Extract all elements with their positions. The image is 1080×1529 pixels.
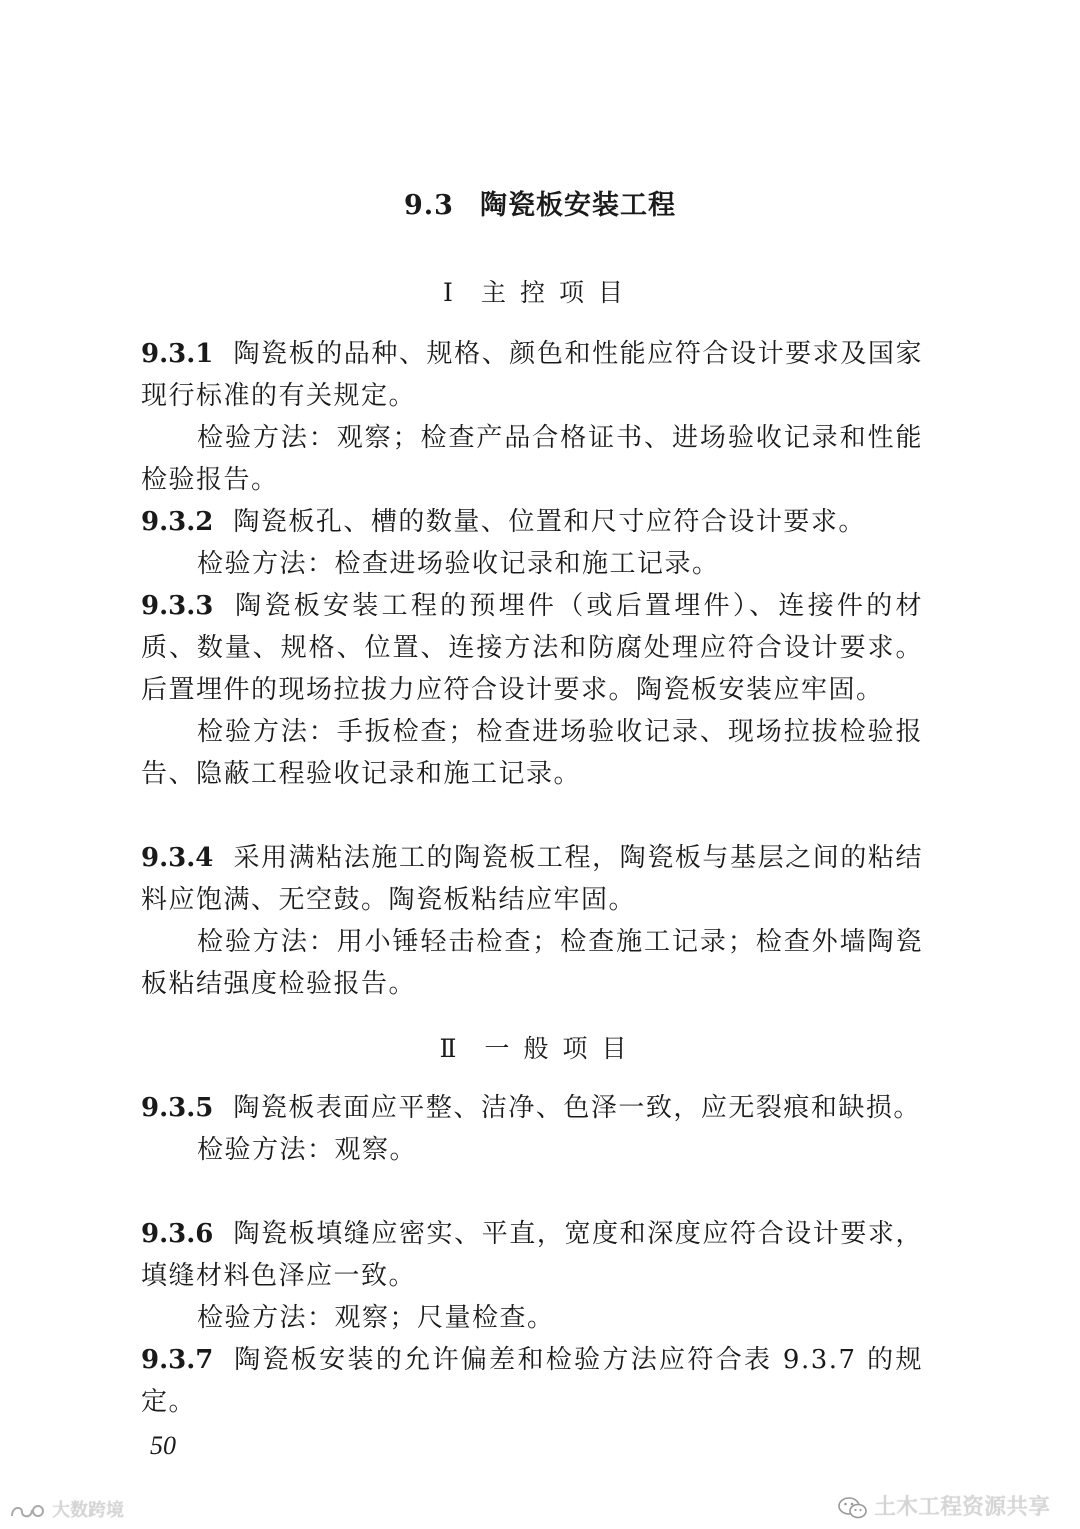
clause-9-3-3 bbox=[141, 585, 923, 795]
page-number: 50 bbox=[150, 1431, 176, 1460]
clause-9-3-7 bbox=[141, 1339, 923, 1423]
wechat-icon bbox=[838, 1496, 868, 1520]
inspection-method: 检验方法：观察；尺量检查。 bbox=[197, 1303, 555, 1333]
section-number: 9.3 bbox=[404, 190, 454, 221]
clause-number: 9.3.7 bbox=[141, 1345, 214, 1375]
clause-9-3-2 bbox=[141, 501, 923, 585]
clause-text: 陶瓷板填缝应密实、平直，宽度和深度应符合设计要求，填缝材料色泽应一致。 bbox=[141, 1219, 923, 1291]
watermark-right: 土木工程资源共享 bbox=[838, 1490, 1050, 1521]
clause-9-3-5 bbox=[141, 1087, 923, 1171]
section-title bbox=[0, 183, 1080, 222]
inspection-method: 检验方法：手扳检查；检查进场验收记录、现场拉拔检验报告、隐蔽工程验收记录和施工记录。 bbox=[141, 717, 923, 789]
subheading-main-control-items: Ⅰ 主控项目 bbox=[443, 278, 637, 307]
subheading-general-items: Ⅱ 一般项目 bbox=[439, 1034, 641, 1063]
clause-number: 9.3.6 bbox=[141, 1219, 214, 1249]
clause-text: 陶瓷板的品种、规格、颜色和性能应符合设计要求及国家现行标准的有关规定。 bbox=[141, 339, 923, 411]
clause-9-3-4 bbox=[141, 837, 923, 1005]
section-title-text: 陶瓷板安装工程 bbox=[479, 190, 676, 221]
inspection-method: 检验方法：观察；检查产品合格证书、进场验收记录和性能检验报告。 bbox=[141, 423, 923, 495]
inspection-method: 检验方法：用小锤轻击检查；检查施工记录；检查外墙陶瓷板粘结强度检验报告。 bbox=[141, 927, 923, 999]
clause-number: 9.3.5 bbox=[141, 1093, 214, 1123]
inspection-method: 检验方法：观察。 bbox=[197, 1135, 418, 1165]
clause-text: 采用满粘法施工的陶瓷板工程，陶瓷板与基层之间的粘结料应饱满、无空鼓。陶瓷板粘结应牢固。 bbox=[141, 843, 923, 915]
clause-text: 陶瓷板安装的允许偏差和检验方法应符合表 9.3.7 的规定。 bbox=[141, 1345, 923, 1417]
watermark-left: 大数跨境 bbox=[8, 1496, 124, 1522]
clause-text: 陶瓷板孔、槽的数量、位置和尺寸应符合设计要求。 bbox=[233, 507, 866, 537]
brand-logo-icon bbox=[8, 1500, 48, 1522]
clause-9-3-1 bbox=[141, 333, 923, 501]
clause-number: 9.3.1 bbox=[141, 339, 214, 369]
clause-number: 9.3.4 bbox=[141, 843, 214, 873]
clause-text: 陶瓷板安装工程的预埋件（或后置埋件）、连接件的材质、数量、规格、位置、连接方法和防腐处理应符合设计要求。后置埋件的现场拉拔力应符合设计要求。陶瓷板安装应牢固。 bbox=[141, 591, 923, 705]
clause-number: 9.3.3 bbox=[141, 591, 214, 621]
clause-9-3-6 bbox=[141, 1213, 923, 1339]
clause-number: 9.3.2 bbox=[141, 507, 214, 537]
inspection-method: 检验方法：检查进场验收记录和施工记录。 bbox=[197, 549, 720, 579]
clause-text: 陶瓷板表面应平整、洁净、色泽一致，应无裂痕和缺损。 bbox=[233, 1093, 921, 1123]
